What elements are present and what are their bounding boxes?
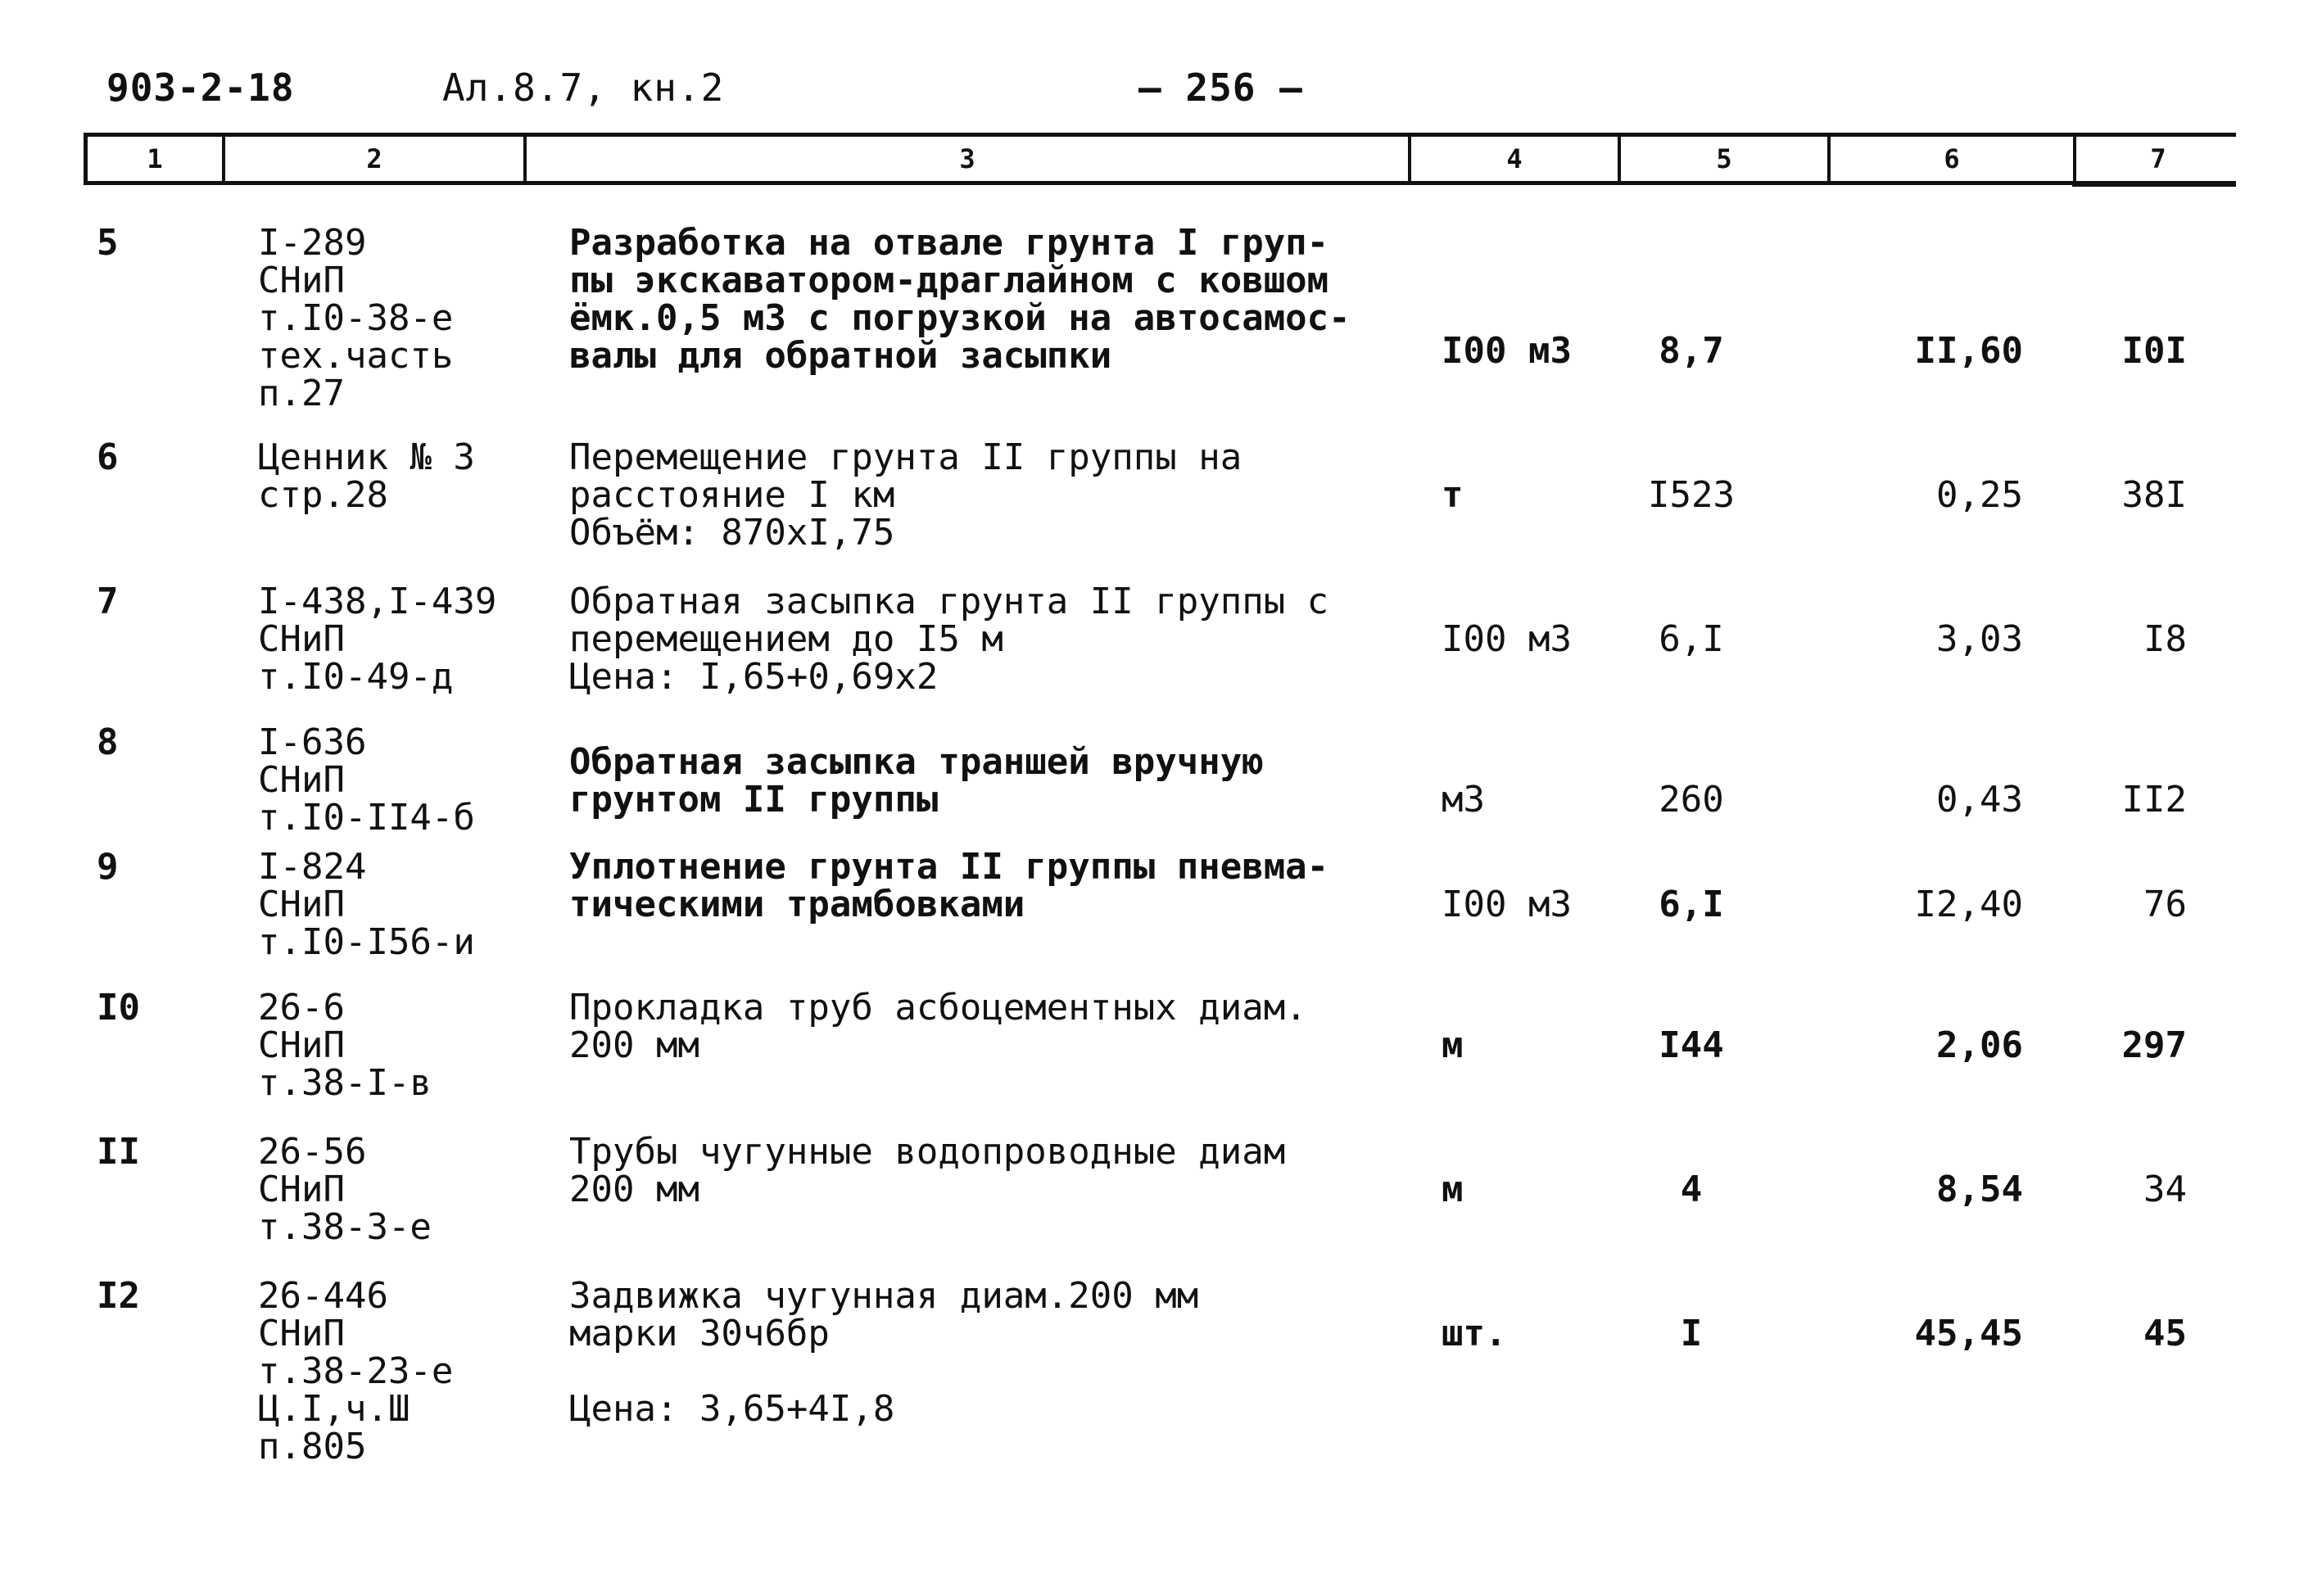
column-header-5: 5 — [1621, 137, 1831, 181]
unit: м — [1442, 1024, 1464, 1066]
row-number: 5 — [97, 222, 119, 264]
column-header-7: 7 — [2150, 143, 2166, 174]
total-cost: 297 — [2121, 1024, 2187, 1066]
row-number: I0 — [97, 987, 140, 1029]
unit-price: 3,03 — [1936, 618, 2023, 660]
album-reference: Ал.8.7, кн.2 — [442, 66, 725, 110]
unit: т — [1442, 474, 1464, 516]
work-description: Разработка на отвале грунта I груп- пы экскаватором-драглайном с ковшом ёмк.0,5 м3 с погрузкой на автосамос- валы для обратной засыпки — [569, 222, 1351, 377]
work-description: Уплотнение грунта II группы пневма- тическими трамбовками — [569, 846, 1329, 925]
row-number: 6 — [97, 436, 119, 478]
column-header-3: 3 — [527, 137, 1411, 181]
total-cost: 34 — [2143, 1169, 2187, 1210]
work-description: Трубы чугунные водопроводные диам 200 мм — [569, 1131, 1286, 1210]
norm-reference: I-636 СНиП т.I0-II4-б — [258, 721, 475, 839]
total-cost: II2 — [2121, 779, 2187, 821]
unit-price: 0,25 — [1936, 474, 2023, 516]
total-cost: 45 — [2143, 1313, 2187, 1354]
page-number: — 256 — — [1138, 66, 1303, 110]
unit: I00 м3 — [1442, 884, 1572, 925]
total-cost: 76 — [2143, 884, 2187, 925]
unit-price: II,60 — [1914, 330, 2023, 372]
quantity: I — [1680, 1313, 1703, 1354]
norm-reference: I-289 СНиП т.I0-38-е тех.часть п.27 — [258, 222, 454, 414]
norm-reference: Ценник № 3 стр.28 — [258, 436, 475, 516]
column-header-6: 6 — [1831, 137, 2076, 181]
unit-price: 45,45 — [1914, 1313, 2023, 1354]
unit-price: I2,40 — [1914, 884, 2023, 925]
quantity: 4 — [1680, 1169, 1703, 1210]
work-description: Прокладка труб асбоцементных диам. 200 мм — [569, 987, 1307, 1066]
quantity: 6,I — [1659, 618, 1724, 660]
unit: шт. — [1442, 1313, 1507, 1354]
total-cost: 38I — [2121, 474, 2187, 516]
unit: I00 м3 — [1442, 618, 1572, 660]
row-number: II — [97, 1131, 140, 1173]
total-cost: I8 — [2143, 618, 2187, 660]
work-description: Обратная засыпка грунта II группы с перемещением до I5 м Цена: I,65+0,69х2 — [569, 581, 1329, 698]
column-header-row — [84, 133, 2236, 185]
column-header-2: 2 — [225, 137, 527, 181]
column-header-4: 4 — [1411, 137, 1621, 181]
unit-price: 2,06 — [1936, 1024, 2023, 1066]
norm-reference: I-824 СНиП т.I0-I56-и — [258, 846, 475, 963]
unit: I00 м3 — [1442, 330, 1572, 372]
work-description: Задвижка чугунная диам.200 мм марки 30ч6бр Цена: 3,65+4I,8 — [569, 1275, 1199, 1430]
quantity: 260 — [1659, 779, 1724, 821]
quantity: I523 — [1648, 474, 1735, 516]
norm-reference: 26-6 СНиП т.38-I-в — [258, 987, 432, 1104]
column-header-1: 1 — [88, 137, 225, 181]
document-code: 903-2-18 — [106, 66, 295, 110]
unit-price: 0,43 — [1936, 779, 2023, 821]
row-number: I2 — [97, 1275, 140, 1317]
quantity: I44 — [1659, 1024, 1724, 1066]
unit: м3 — [1442, 779, 1485, 821]
norm-reference: 26-56 СНиП т.38-3-е — [258, 1131, 432, 1248]
unit-price: 8,54 — [1936, 1169, 2023, 1210]
work-description: Обратная засыпка траншей вручную грунтом II группы — [569, 741, 1264, 821]
row-number: 7 — [97, 581, 119, 622]
quantity: 8,7 — [1659, 330, 1724, 372]
norm-reference: 26-446 СНиП т.38-23-е Ц.I,ч.Ш п.805 — [258, 1275, 454, 1467]
quantity: 6,I — [1659, 884, 1724, 925]
header-underline — [2072, 183, 2236, 187]
norm-reference: I-438,I-439 СНиП т.I0-49-д — [258, 581, 497, 698]
work-description: Перемещение грунта II группы на расстояние I км Объём: 870хI,75 — [569, 436, 1242, 554]
row-number: 9 — [97, 846, 119, 888]
row-number: 8 — [97, 721, 119, 763]
unit: м — [1442, 1169, 1464, 1210]
total-cost: I0I — [2121, 330, 2187, 372]
